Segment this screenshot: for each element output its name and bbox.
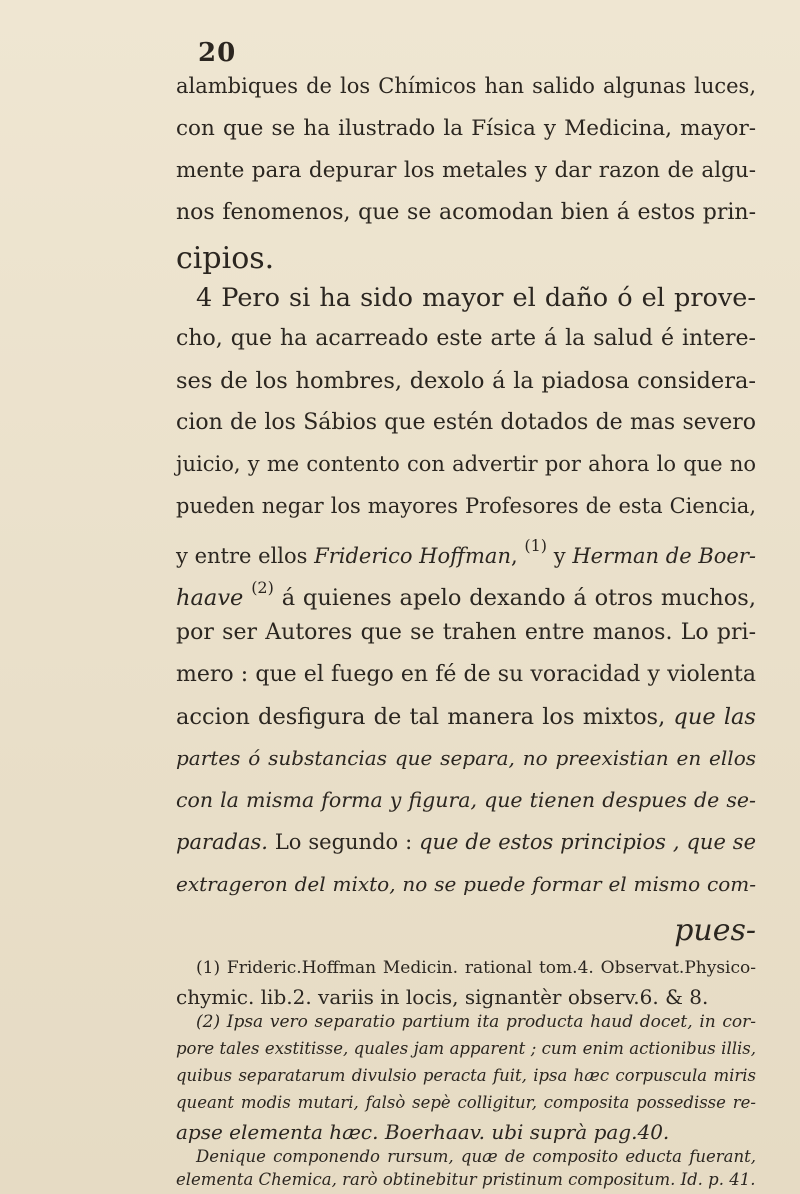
text-run: ,: [510, 544, 525, 568]
footnote-line: pore tales exstitisse, quales jam apparent ; cum enim actionibus illis,: [176, 1039, 756, 1058]
body-line: mente para depurar los metales y dar razon de algu-: [176, 158, 756, 183]
author-name: Herman de Boer-: [572, 544, 756, 568]
body-line: nos fenomenos, que se acomodan bien á estos prin-: [176, 200, 756, 225]
body-line-italic: extrageron del mixto, no se puede formar el mismo com-: [176, 872, 756, 896]
footnote-line: elementa Chemica, rarò obtinebitur pristinum compositum. Id. p. 41.: [176, 1170, 756, 1189]
body-line: alambiques de los Chímicos han salido algunas luces,: [176, 74, 756, 98]
body-line-italic: partes ó substancias que separa, no preexistian en ellos: [176, 746, 756, 770]
footnote-line: queant modis mutari, falsò sepè colligitur, composita possedisse re-: [176, 1093, 756, 1112]
text-run: Lo segundo :: [267, 830, 420, 854]
body-line: mero : que el fuego en fé de su voracidad y violenta: [176, 662, 756, 687]
body-line: por ser Autores que se trahen entre manos. Lo pri-: [176, 620, 756, 645]
body-line-italic: con la misma forma y figura, que tienen despues de se-: [176, 788, 756, 812]
footnote-line: chymic. lib.2. variis in locis, signantèr observ.6. & 8.: [176, 985, 709, 1009]
author-name: haave: [176, 585, 252, 611]
body-line: ses de los hombres, dexolo á la piadosa considera-: [176, 368, 756, 394]
text-run: á quienes apelo dexando á otros muchos,: [273, 585, 757, 611]
author-name: Friderico Hoffman: [314, 544, 511, 568]
catchword: pues-: [674, 913, 756, 948]
footnote-line: (1) Frideric.Hoffman Medicin. rational tom.4. Observat.Physico-: [196, 958, 756, 978]
footnote-ref: (2): [251, 578, 274, 597]
text-run: y: [547, 544, 573, 568]
body-line: cion de los Sábios que estén dotados de mas severo: [176, 410, 756, 435]
body-line: con que se ha ilustrado la Física y Medicina, mayor-: [176, 116, 756, 141]
body-line-with-footnote-ref: [176, 580, 756, 610]
footnote-line: quibus separatarum divulsio peracta fuit, ipsa hæc corpuscula miris: [176, 1066, 756, 1085]
body-line: juicio, y me contento con advertir por ahora lo que no: [176, 452, 756, 476]
text-run: accion desfigura de tal manera los mixtos,: [176, 704, 674, 730]
text-run: y entre ellos: [176, 544, 315, 568]
footnote-line: apse elementa hæc. Boerhaav. ubi suprà pag.40.: [176, 1120, 670, 1144]
italic-run: que de estos principios , que se: [419, 830, 756, 854]
body-line-with-footnote-ref: [176, 538, 756, 567]
footnote-ref: (1): [524, 536, 548, 555]
body-line: cipios.: [176, 241, 275, 276]
paragraph-start-line: 4 Pero si ha sido mayor el daño ó el prove-: [196, 283, 756, 313]
footnote-line: (2) Ipsa vero separatio partium ita producta haud docet, in cor-: [196, 1012, 756, 1032]
italic-run: que las: [673, 704, 756, 730]
body-line: pueden negar los mayores Profesores de esta Ciencia,: [176, 494, 756, 518]
body-line: cho, que ha acarreado este arte á la salud é intere-: [176, 326, 756, 351]
footnote-line: Denique componendo rursum, quæ de composito educta fuerant,: [196, 1147, 756, 1166]
body-line: [176, 832, 756, 853]
body-line: [176, 706, 756, 729]
page-number: 20: [198, 38, 237, 68]
italic-run: paradas.: [176, 830, 268, 854]
